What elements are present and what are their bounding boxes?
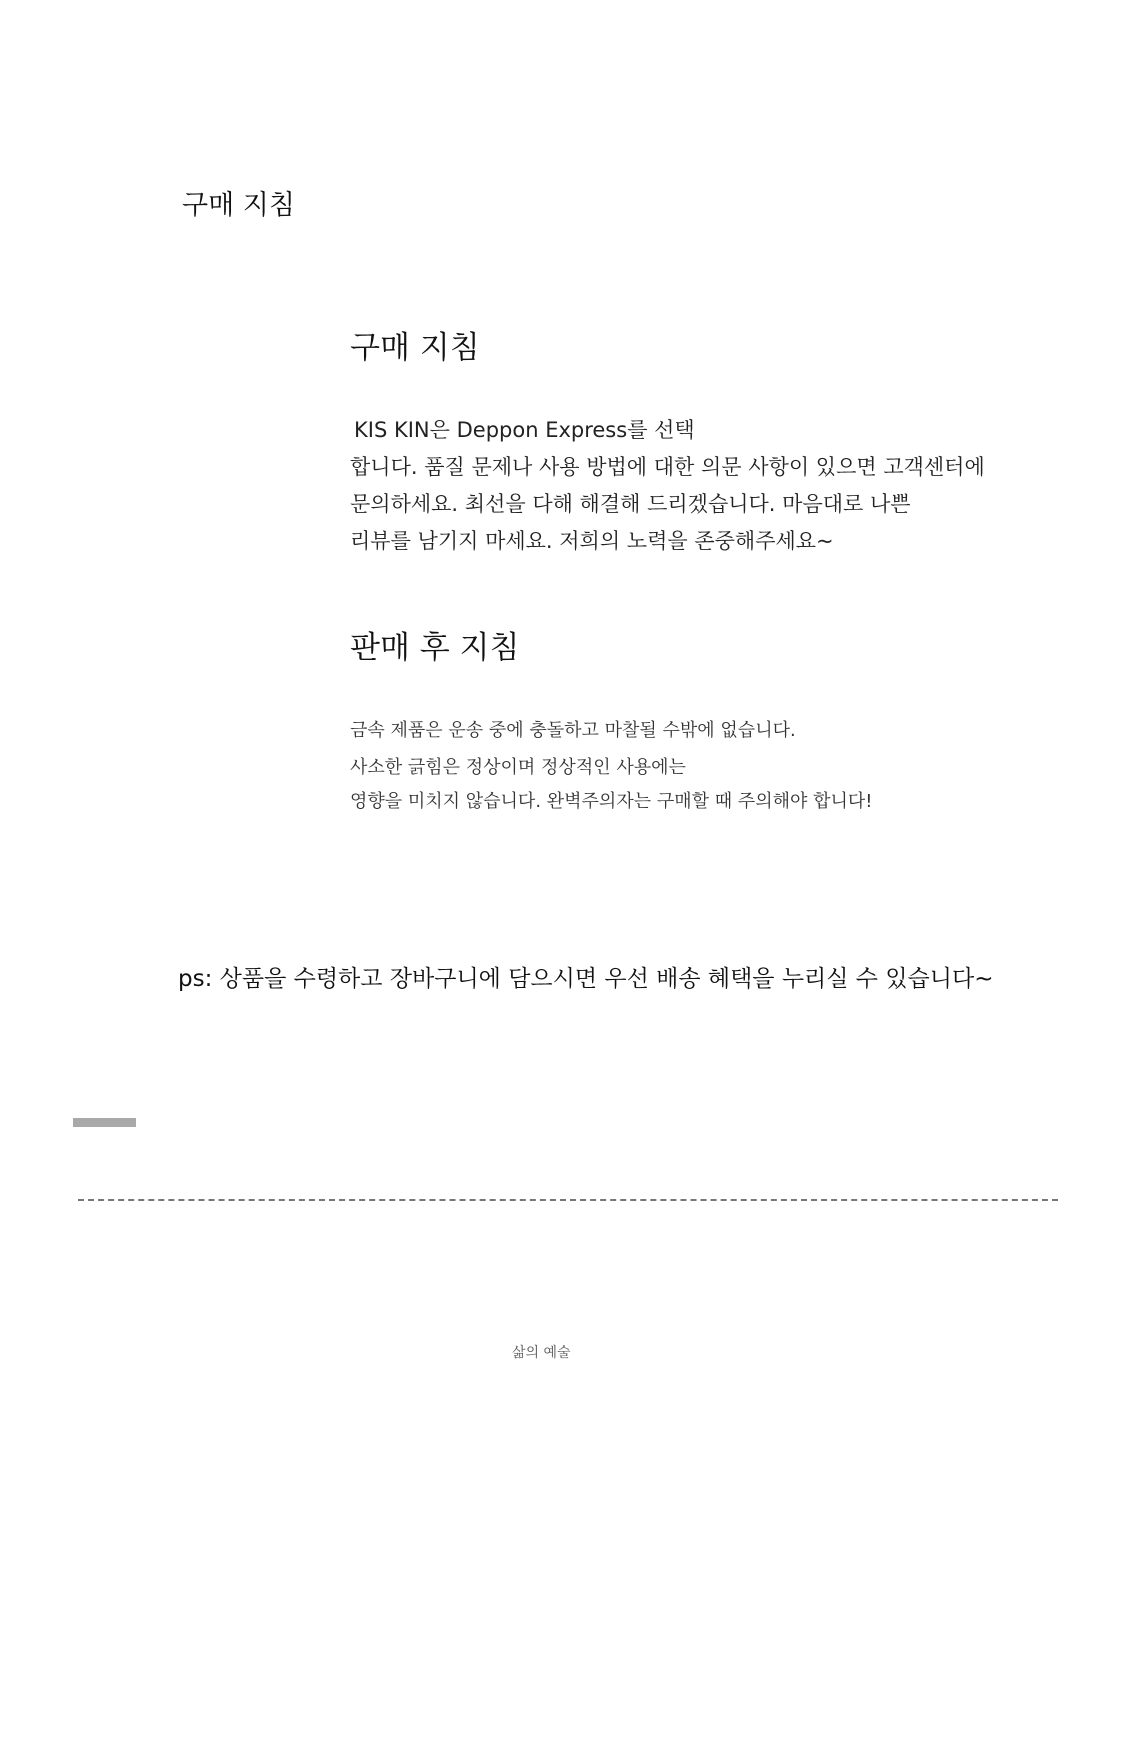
after-sale-guide-title: 판매 후 지침 — [350, 630, 520, 666]
page-title: 구매 지침 — [182, 190, 295, 221]
after-sale-guide-line: 영향을 미치지 않습니다. 완벽주의자는 구매할 때 주의해야 합니다! — [350, 791, 873, 812]
purchase-guide-line: KIS KIN은 Deppon Express를 선택 — [354, 418, 695, 442]
footer-text: 삶의 예술 — [512, 1345, 571, 1361]
purchase-guide-text — [350, 412, 985, 560]
purchase-guide-title: 구매 지침 — [350, 330, 480, 366]
dashed-divider — [78, 1199, 1058, 1201]
purchase-guide-line: 문의하세요. 최선을 다해 해결해 드리겠습니다. 마음대로 나쁜 — [350, 492, 911, 516]
purchase-guide-line: 리뷰를 남기지 마세요. 저희의 노력을 존중해주세요~ — [350, 529, 834, 553]
after-sale-guide-line: 사소한 긁힘은 정상이며 정상적인 사용에는 — [350, 757, 686, 778]
after-sale-guide-line: 금속 제품은 운송 중에 충돌하고 마찰될 수밖에 없습니다. — [350, 720, 796, 741]
ps-note: ps: 상품을 수령하고 장바구니에 담으시면 우선 배송 혜택을 누리실 수 있습니다~ — [178, 966, 994, 992]
divider-bar — [73, 1118, 136, 1127]
purchase-guide-line: 합니다. 품질 문제나 사용 방법에 대한 의문 사항이 있으면 고객센터에 — [350, 455, 985, 479]
